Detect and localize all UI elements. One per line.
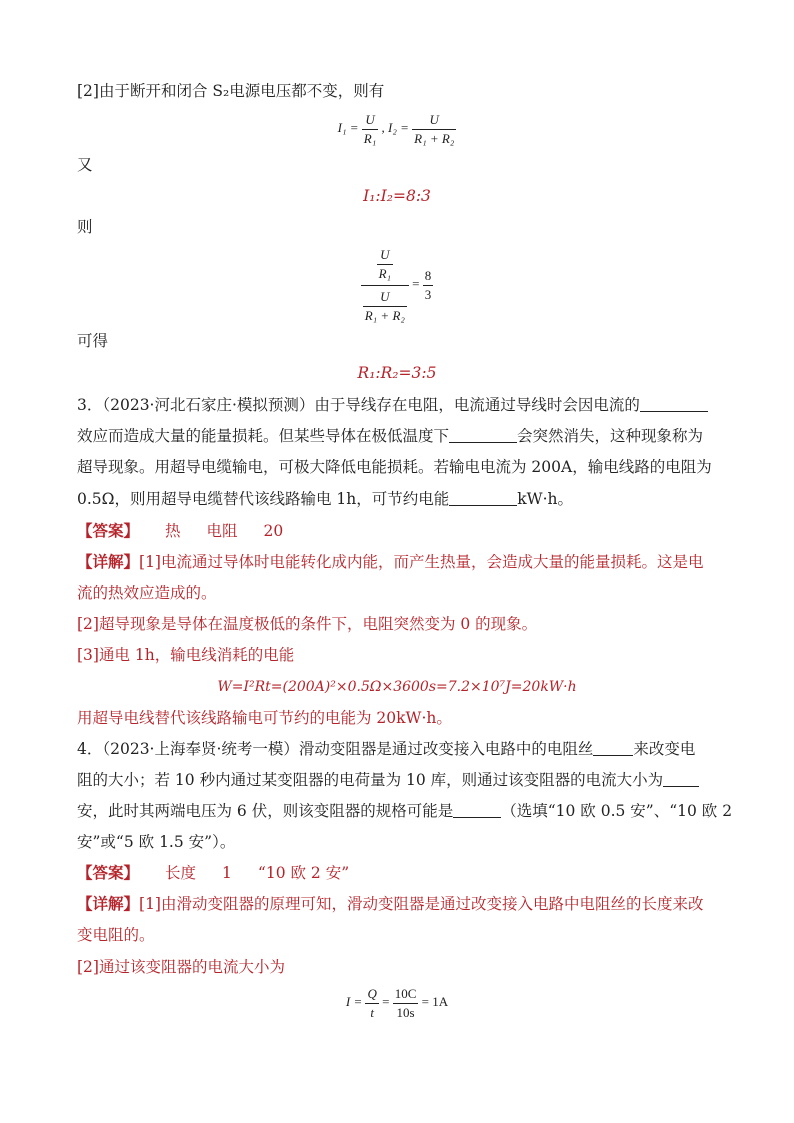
eq4-num1: Q: [365, 985, 378, 1004]
eq4-fraction-2: [393, 985, 419, 1022]
detail-3-line-1: [77, 547, 718, 577]
answer-tag: 【答案】: [77, 521, 140, 540]
detail-3-line-5: 用超导电线替代该线路输电可节约的电能为 20kW·h。: [77, 709, 452, 727]
detail-3-line-2: 流的热效应造成的。: [77, 584, 217, 602]
answer-blank-1[interactable]: [640, 393, 708, 412]
eq2-rhs-den: 3: [424, 286, 432, 302]
eq1-den1: R₁: [363, 130, 377, 146]
eq4-lhs: I =: [345, 994, 363, 1009]
question-4-text-a: 4．（2023·上海奉贤·统考一模）滑动变阻器是通过改变接入电路中的电阻丝: [77, 740, 594, 758]
energy-formula: W=I²Rt=(200A)²×0.5Ω×3600s=7.2×10⁷J=20kW·h: [217, 679, 577, 695]
detail-3-text-1: [1]电流通过导体时电能转化成内能，而产生热量，会造成大量的能量损耗。这是电: [139, 553, 704, 571]
question-3-line-4: [77, 484, 718, 514]
answer-4-item-1: 长度: [165, 864, 197, 882]
question-4-text-e: （选填“10 欧 0.5 安”、“10 欧 2: [501, 802, 733, 820]
question-3-text-b: 效应而造成大量的能量损耗。但某些导体在极低温度下: [77, 427, 450, 445]
answer-tag: 【答案】: [77, 863, 140, 882]
eq4-den2: 10s: [396, 1004, 415, 1020]
detail-tag: 【详解】: [77, 552, 140, 571]
answer-3-item-1: 热: [165, 522, 181, 540]
question-4-line-2: [77, 765, 718, 795]
eq2-bottom-fraction: [363, 288, 407, 325]
question-4-text-c: 阻的大小；若 10 秒内通过某变阻器的电荷量为 10 库，则通过该变阻器的电流大小为: [77, 771, 664, 789]
detail-tag: 【详解】: [77, 894, 140, 913]
current-ratio: I₁:I₂=8:3: [363, 187, 431, 205]
connector-you: 又: [77, 156, 93, 174]
connector-ze: 则: [77, 218, 93, 236]
detail-4-line-1: [77, 889, 718, 919]
eq4-equals: =: [382, 994, 390, 1009]
question-4-text-d: 安，此时其两端电压为 6 伏，则该变阻器的规格可能是: [77, 802, 454, 820]
eq2-top: [361, 246, 409, 286]
answer-blank-6[interactable]: [453, 799, 501, 818]
eq4-num2: 10C: [393, 985, 419, 1004]
question-4-text-b: 来改变电: [633, 740, 696, 758]
eq2-rhs-num: 8: [423, 267, 434, 286]
question-3-line-1: [77, 390, 718, 420]
question-3-text-e: kW·h。: [517, 490, 574, 508]
question-4-line-3: [77, 796, 733, 826]
detail-3-line-4: [3]通电 1h，输电线消耗的电能: [77, 646, 295, 664]
answer-blank-4[interactable]: [593, 737, 633, 756]
equation-currents: [0, 108, 794, 148]
answer-3: [77, 516, 718, 546]
question-4-line-1: [77, 734, 718, 764]
eq2-bottom-num: U: [363, 288, 407, 307]
connector-kede: 可得: [77, 332, 109, 350]
answer-4-item-2: 1: [222, 864, 232, 882]
question-3-line-2: [77, 421, 718, 451]
detail-4-line-2: 变电阻的。: [77, 926, 155, 944]
eq1-num1: U: [362, 111, 378, 130]
equation-ratio: [0, 244, 794, 325]
question-3-line-3: 超导现象。用超导电缆输电，可极大降低电能损耗。若输电电流为 200A，输电线路的电阻为: [77, 458, 712, 476]
question-3-text-c: 会突然消失，这种现象称为: [517, 427, 704, 445]
detail-4-line-3: [2]通过该变阻器的电流大小为: [77, 958, 285, 976]
eq2-top-den: R₁: [378, 265, 392, 281]
eq1-fraction-1: [362, 111, 378, 148]
eq1-num2: U: [412, 111, 456, 130]
eq1-den2: R₁ + R₂: [414, 130, 455, 146]
eq2-bottom: [361, 286, 409, 325]
equation-current: [0, 982, 794, 1022]
eq2-top-fraction: [377, 246, 393, 283]
eq4-rhs: = 1A: [421, 994, 449, 1009]
answer-4-item-3: “10 欧 2 安”: [257, 864, 350, 882]
answer-blank-3[interactable]: [449, 487, 517, 506]
answer-3-item-3: 20: [263, 522, 284, 540]
eq4-den1: t: [370, 1004, 374, 1020]
answer-blank-2[interactable]: [449, 424, 517, 443]
detail-4-text-1: [1]由滑动变阻器的原理可知，滑动变阻器是通过改变接入电路中电阻丝的长度来改: [139, 895, 704, 913]
detail-3-line-3: [2]超导现象是导体在温度极低的条件下，电阻突然变为 0 的现象。: [77, 615, 538, 633]
resistance-ratio: R₁:R₂=3:5: [357, 364, 437, 382]
answer-4: [77, 858, 718, 888]
eq1-lhs: I₁ =: [337, 120, 359, 135]
eq4-fraction-1: [365, 985, 378, 1022]
answer-blank-5[interactable]: [663, 768, 699, 787]
eq1-fraction-2: [412, 111, 456, 148]
eq2-top-num: U: [377, 246, 393, 265]
eq2-rhs-fraction: [423, 267, 434, 304]
question-4-line-4: 安”或“5 欧 1.5 安”）。: [77, 833, 236, 851]
eq2-bottom-den: R₁ + R₂: [364, 307, 405, 323]
eq2-equals: =: [412, 276, 420, 291]
eq2-compound-fraction: [361, 246, 409, 325]
solution-step-2-text: [2]由于断开和闭合 S₂电源电压都不变，则有: [77, 82, 385, 100]
answer-3-item-2: 电阻: [206, 522, 238, 540]
question-3-text-d: 0.5Ω，则用超导电缆替代该线路输电 1h，可节约电能: [77, 490, 450, 508]
eq1-separator: , I₂ =: [381, 120, 409, 135]
question-3-text-a: 3．（2023·河北石家庄·模拟预测）由于导线存在电阻，电流通过导线时会因电流的: [77, 396, 640, 414]
